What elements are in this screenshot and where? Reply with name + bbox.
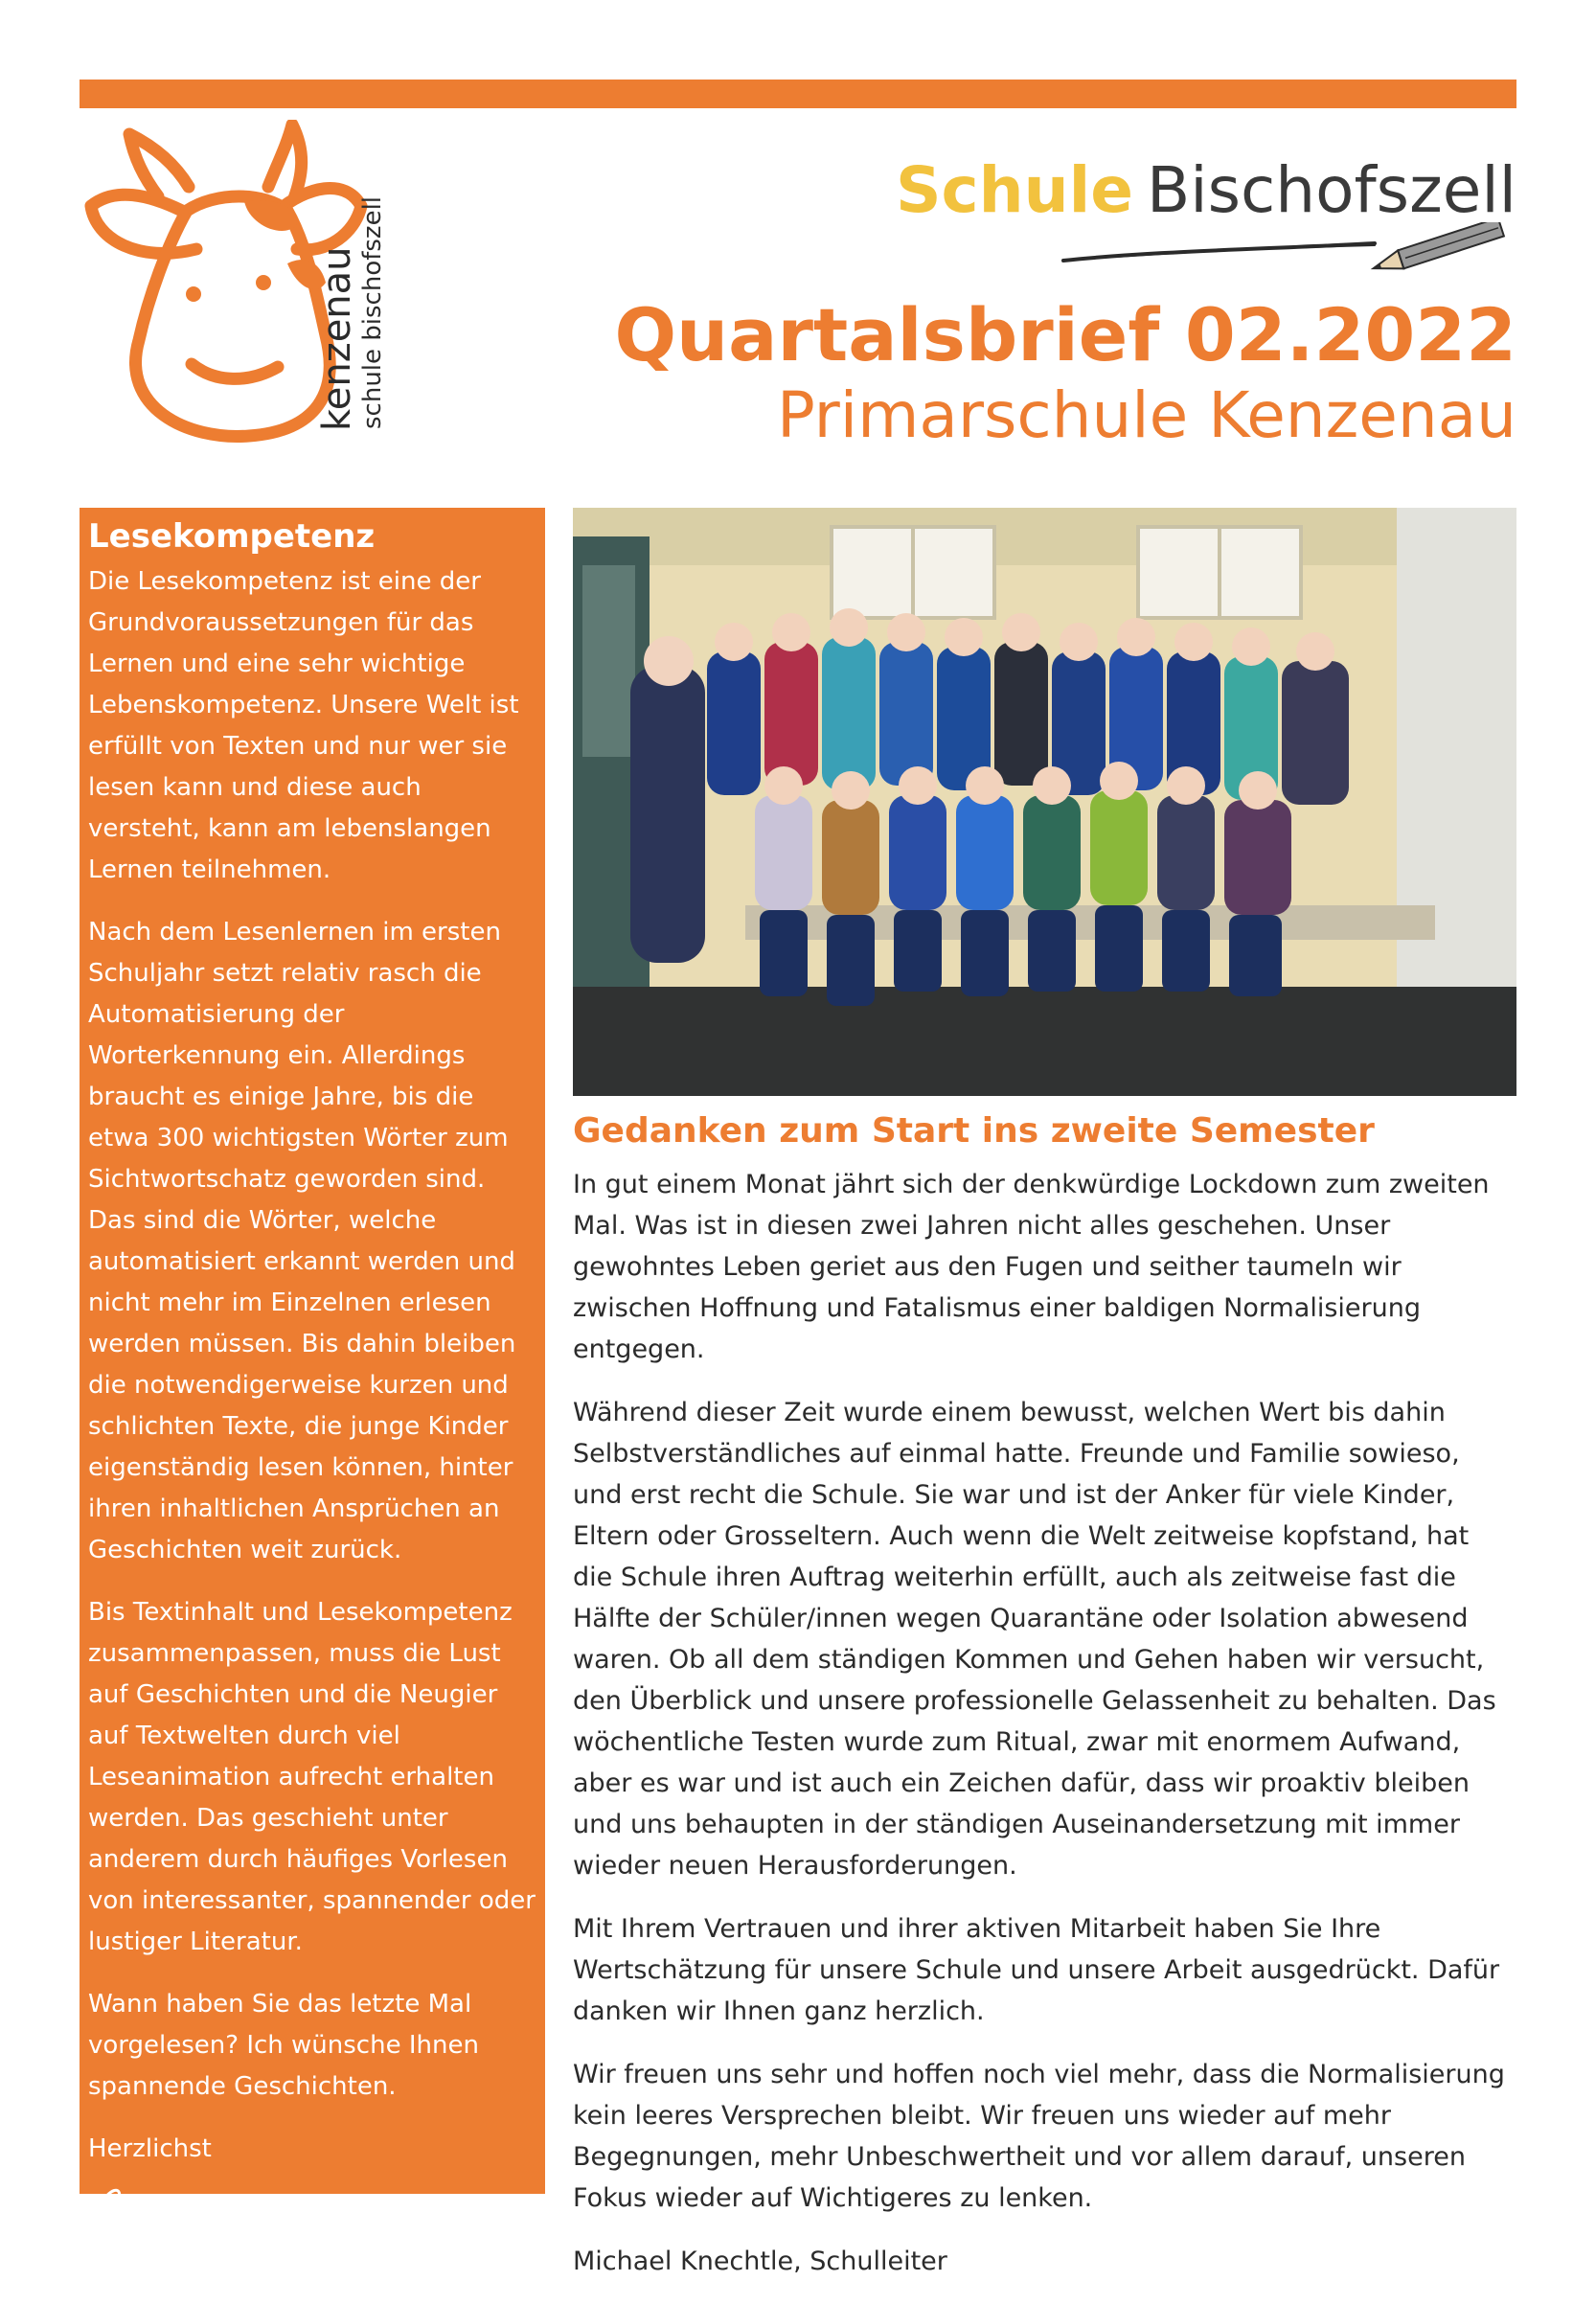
article-paragraph: Mit Ihrem Vertrauen und ihrer aktiven Mitarbeit haben Sie Ihre Wertschätzung für unsere Schule und unsere Arbeit ausgedrückt. Dafür danken wir Ihnen ganz herzlich. (573, 1914, 1500, 2026)
article-paragraph: Wir freuen uns sehr und hoffen noch viel mehr, dass die Normalisierung kein leeres Versprechen bleibt. Wir freuen uns wieder auf mehr Begegnungen, mehr Unbeschwertheit und vor allem darauf, unseren Fokus wieder auf Wichtigeres zu lenken. (573, 2060, 1505, 2213)
sidebar-paragraph: Wann haben Sie das letzte Mal vorgelesen? Ich wünsche Ihnen spannende Geschichten. (88, 1990, 479, 2101)
brand-part-2: Bischofszell (1146, 153, 1516, 227)
article-paragraph: In gut einem Monat jährt sich der denkwürdige Lockdown zum zweiten Mal. Was ist in diesen zwei Jahren nicht alles geschehen. Unser gewohntes Leben geriet aus den Fugen und seither taumeln wir zwischen Hoffnung und Fatalismus einer baldigen Normalisierung entgegen. (573, 1170, 1490, 1364)
logo-subtitle: schule bischofszell (358, 195, 387, 429)
page-title: Quartalsbrief 02.2022 (614, 292, 1516, 377)
sidebar-paragraph: Nach dem Lesenlernen im ersten Schuljahr setzt relativ rasch die Automatisierung der Worterkennung ein. Allerdings braucht es einige Jahre, bis die etwa 300 wichtigsten Wörter zum Sichtwortschatz geworden sind. Das sind die Wörter, welche automatisiert erkannt werden und nicht mehr im Einzelnen erlesen werden müssen. Bis dahin bleiben die notwendigerweise kurzen und schlichten Texte, die junge Kinder eigenständig lesen können, hinter ihren inhaltlichen Ansprüchen an Geschichten weit zurück. (88, 918, 516, 1564)
sidebar-paragraph: Die Lesekompetenz ist eine der Grundvoraussetzungen für das Lernen und eine sehr wichtige Lebenskompetenz. Unsere Welt ist erfüllt von Texten und nur wer sie lesen kann und diese auch versteht, kann am lebenslangen Lernen teilnehmen. (88, 567, 519, 884)
class-photo-image (573, 508, 1516, 1096)
sidebar-paragraph: Bis Textinhalt und Lesekompetenz zusammenpassen, muss die Lust auf Geschichten und die Neugier auf Textwelten durch viel Leseanimation aufrecht erhalten werden. Das geschieht unter anderem durch häufiges Vorlesen von interessanter, spannender oder lustiger Literatur. (88, 1598, 536, 1956)
logo-name: kenzenau (315, 246, 359, 431)
logo-wordmark (316, 144, 422, 431)
pencil-stroke-icon (1059, 222, 1514, 270)
page-subtitle: Primarschule Kenzenau (776, 378, 1516, 452)
article-signature: Michael Knechtle, Schulleiter (573, 2247, 947, 2276)
article-main (573, 1106, 1516, 2304)
article-heading: Gedanken zum Start ins zweite Semester (573, 1111, 1375, 1151)
brand-wordmark (896, 153, 1516, 227)
sidebar-signature-name: Michael Knechtle, Schulleiter (103, 2230, 465, 2259)
sidebar-closing: Herzlichst (88, 2134, 212, 2163)
top-accent-bar (80, 80, 1516, 108)
article-paragraph: Während dieser Zeit wurde einem bewusst, welchen Wert bis dahin Selbstverständliches auf einmal hatte. Freunde und Familie sowieso, und erst recht die Schule. Sie war und ist der Anker für viele Kinder, Eltern oder Grosseltern. Auch wenn die Welt zeitweise kopfstand, hat die Schule ihren Auftrag weiterhin erfüllt, auch als zeitweise fast die Hälfte der Schüler/innen wegen Quarantäne oder Isolation abwesend waren. Ob all dem ständigen Kommen und Gehen haben wir versucht, den Überblick und unsere professionelle Gelassenheit zu behalten. Das wöchentliche Testen wurde zum Ritual, zwar mit enormem Aufwand, aber es war und ist auch ein Zeichen dafür, dass wir proaktiv bleiben und uns behaupten in der ständigen Auseinandersetzung mit immer wieder neuen Herausforderungen. (573, 1398, 1496, 1881)
brand-part-1: Schule (895, 153, 1133, 227)
sidebar-heading: Lesekompetenz (88, 517, 376, 556)
sidebar-lesekompetenz (80, 508, 545, 2259)
handwritten-signature (88, 2176, 366, 2231)
